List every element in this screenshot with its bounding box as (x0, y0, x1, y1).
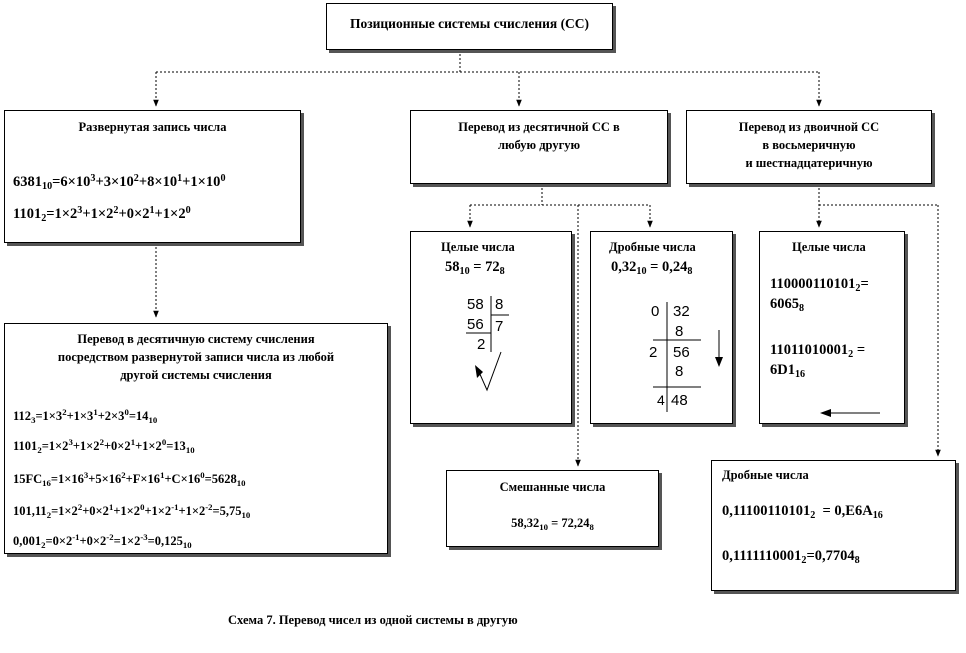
mult-frac-2: 56 (673, 344, 690, 361)
bin-frac-title: Дробные числа (722, 468, 809, 482)
fromdec-box (410, 110, 668, 184)
bin-frac-box (711, 460, 956, 591)
integers-equation: $58_{10} = 72_8$ (445, 259, 505, 277)
integers-box (410, 231, 572, 424)
mixed-equation: $58,32_{10} = 72,24_8$ (511, 516, 594, 532)
bin-int-ex2-line2: $6D1_{16}$ (770, 362, 806, 380)
bin-int-ex1-line2: $6065_8$ (770, 296, 805, 314)
fractions-box (590, 231, 733, 424)
mult-factor-2: 8 (675, 363, 684, 380)
figure-caption: Схема 7. Перевод чисел из одной системы в другую (228, 613, 518, 627)
todecimal-row-2: $1101_2=1\times 2^3+1\times 2^2+0\times 2^1+1\times 2^0=13_{10}$ (13, 437, 195, 455)
bin-frac-example-2: $0,1111110001_2=0,7704_8$ (722, 548, 860, 566)
div-remainder: 2 (477, 336, 486, 353)
left-arrow-icon (760, 232, 906, 425)
bin-int-box (759, 231, 905, 424)
mixed-title: Смешанные числа (499, 480, 606, 494)
todecimal-row-4: $101,11_2=1\times 2^2+0\times 2^1+1\times 2^0+1\times 2^{-1}+1\times 2^{-2}=5,75_{10}$ (13, 502, 251, 520)
bin-int-title: Целые числа (792, 240, 866, 254)
mult-frac-1: 32 (673, 303, 690, 320)
todecimal-title-line1: Перевод в десятичную систему счисления (77, 332, 315, 346)
mult-frac-3: 48 (671, 392, 688, 409)
fromdec-title-line2: любую другую (497, 138, 581, 152)
todecimal-row-1: $112_3=1\times 3^2+1\times 3^1+2\times 3^0=14_{10}$ (13, 407, 158, 425)
multiplication-lines (591, 232, 734, 425)
fractions-equation: $0,32_{10} = 0,24_8$ (611, 259, 693, 277)
mixed-box (446, 470, 659, 547)
todecimal-row-3: $15FC_{16}=1\times 16^3+5\times 16^2+F\times 16^1+C\times 16^0=5628_{10}$ (13, 470, 246, 488)
bin-frac-example-1: $0,11100110101_2 = 0,E6A_{16}$ (722, 503, 883, 521)
todecimal-title-line2: посредством развернутой записи числа из любой (57, 350, 335, 364)
mult-int-3: 4 (657, 392, 665, 408)
fromdec-title-line1: Перевод из десятичной СС в (458, 120, 620, 134)
top-title: Позиционные системы счисления (СС) (349, 16, 590, 31)
mult-int-1: 0 (651, 303, 660, 320)
mult-factor-1: 8 (675, 323, 684, 340)
div-dividend: 58 (467, 296, 484, 313)
bin-int-ex1-line1: $110000110101_2=$ (770, 276, 869, 294)
frombin-title-line3: и шестнадцатеричную (745, 156, 873, 170)
frombin-title-line1: Перевод из двоичной СС (738, 120, 880, 134)
expanded-example-1: $6381_{10}=6\times 10^3+3\times 10^2+8\times 10^1+1\times 10^0$ (13, 173, 226, 192)
todecimal-title-line3: другой системы счисления (120, 368, 272, 382)
frombin-title-line2: в восьмеричную (762, 138, 856, 152)
bin-int-ex2-line1: $11011010001_2$ = (770, 342, 866, 360)
mult-int-2: 2 (649, 344, 658, 361)
expanded-title: Развернутая запись числа (78, 120, 227, 134)
div-quotient: 7 (495, 318, 504, 335)
div-product: 56 (467, 316, 484, 333)
top-box (326, 3, 613, 50)
todecimal-row-5: $0,001_2=0\times 2^{-1}+0\times 2^{-2}=1\times 2^{-3}=0,125_{10}$ (13, 532, 192, 550)
integers-title: Целые числа (441, 240, 515, 254)
expanded-example-2: $1101_2=1\times 2^3+1\times 2^2+0\times 2^1+1\times 2^0$ (13, 205, 191, 224)
fractions-title: Дробные числа (609, 240, 696, 254)
frombin-box (686, 110, 932, 184)
expanded-box (4, 110, 301, 243)
division-lines (411, 232, 573, 425)
div-divisor: 8 (495, 296, 504, 313)
todecimal-box (4, 323, 388, 554)
